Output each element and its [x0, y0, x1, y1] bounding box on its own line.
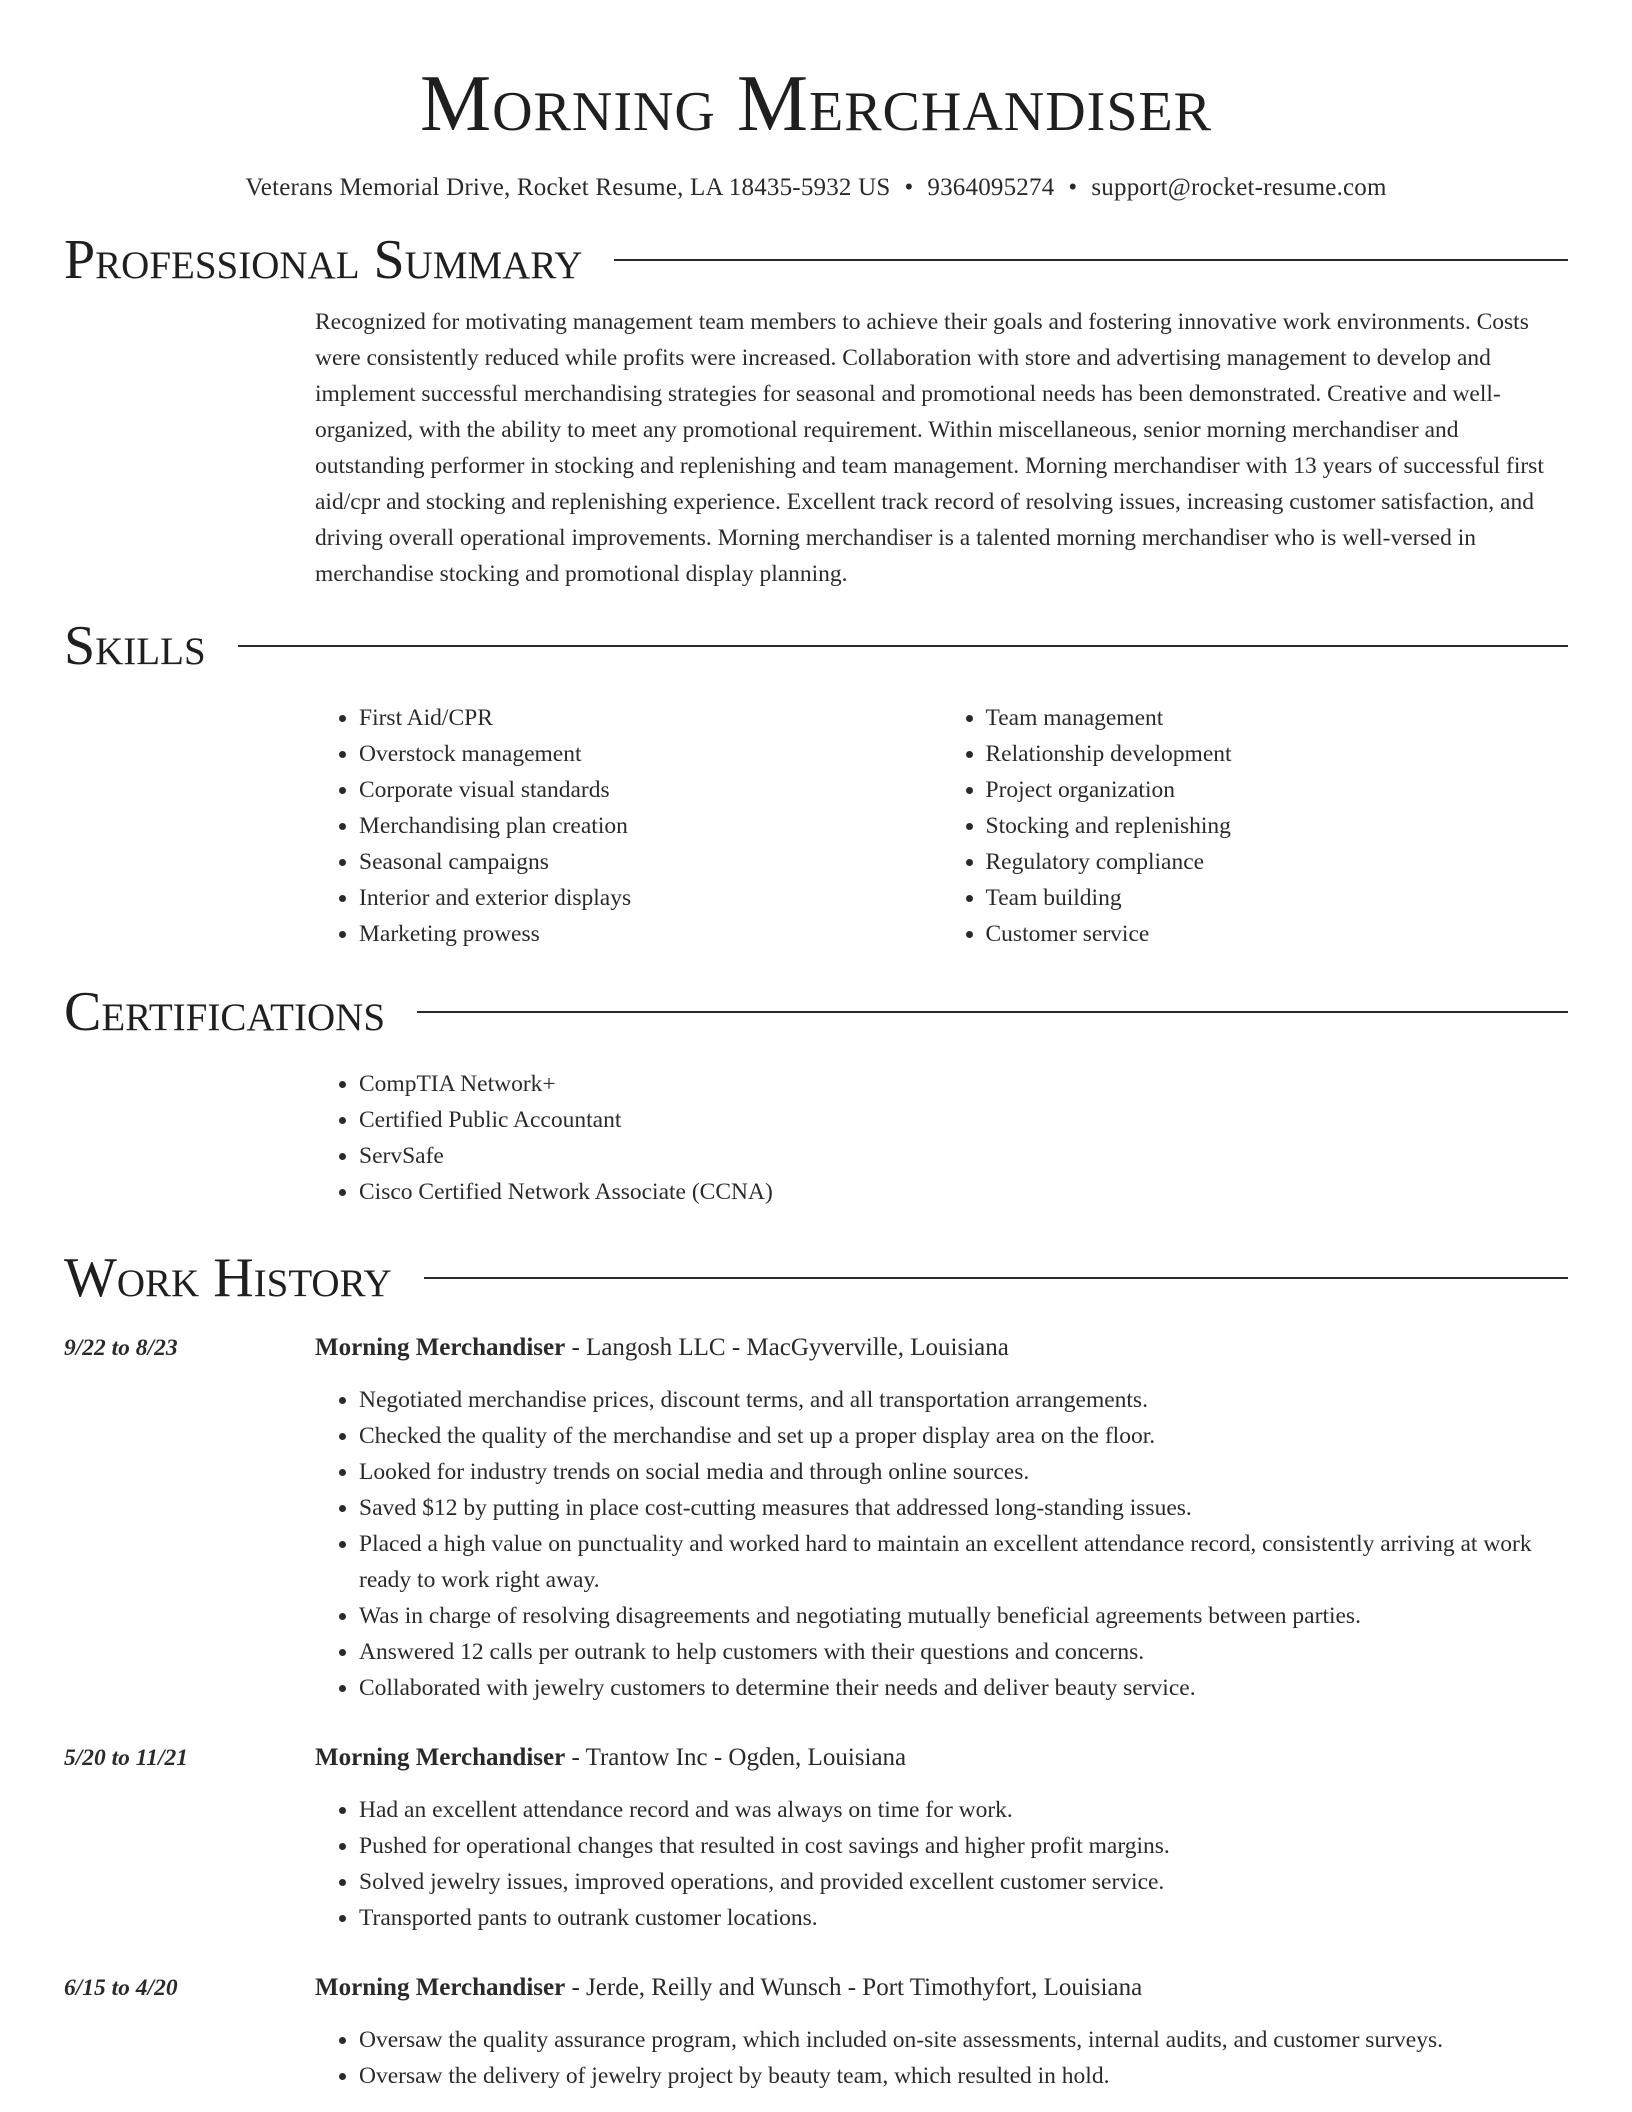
contact-address: Veterans Memorial Drive, Rocket Resume, LA 18435-5932 US	[245, 174, 891, 201]
summary-heading	[64, 228, 1568, 292]
job-entry	[64, 1330, 1568, 1706]
certifications-content	[315, 1066, 1568, 1210]
contact-phone: 9364095274	[927, 174, 1055, 201]
job-bullet: • Oversaw the delivery of jewelry project by beauty team, which resulted in hold.	[359, 2058, 1568, 2094]
job-title-line	[315, 1970, 1568, 2006]
job-bullet: • Solved jewelry issues, improved operations, and provided excellent customer service.	[359, 1864, 1568, 1900]
certifications-list	[315, 1066, 1568, 1210]
skill-item: • Project organization	[986, 772, 1569, 808]
certification-item: • ServSafe	[359, 1138, 1568, 1174]
contact-line	[64, 172, 1568, 204]
skill-item: • Team management	[986, 700, 1569, 736]
skill-item: • Stocking and replenishing	[986, 808, 1569, 844]
skill-item: • Marketing prowess	[359, 916, 942, 952]
resume-page	[64, 0, 1568, 2094]
job-company: - Trantow Inc - Ogden, Louisiana	[565, 1744, 907, 1771]
certification-item: • Certified Public Accountant	[359, 1102, 1568, 1138]
skills-section	[64, 614, 1568, 952]
job-dates: 6/15 to 4/20	[64, 1975, 178, 2001]
job-entry	[64, 1970, 1568, 2094]
job-bullets	[315, 2022, 1568, 2094]
job-role: Morning Merchandiser	[315, 1744, 566, 1771]
skill-item: • Merchandising plan creation	[359, 808, 942, 844]
job-role: Morning Merchandiser	[315, 1974, 566, 2001]
skill-item: • Interior and exterior displays	[359, 880, 942, 916]
skill-item: • Overstock management	[359, 736, 942, 772]
skills-title: Skills	[64, 615, 206, 677]
skills-content	[315, 700, 1568, 952]
skills-list-left	[315, 700, 942, 952]
skill-item: • Regulatory compliance	[986, 844, 1569, 880]
job-bullet: • Was in charge of resolving disagreements and negotiating mutually beneficial agreements between parties.	[359, 1598, 1568, 1634]
certifications-title: Certifications	[64, 981, 386, 1043]
job-bullets	[315, 1792, 1568, 1936]
job-bullet: • Answered 12 calls per outrank to help customers with their questions and concerns.	[359, 1634, 1568, 1670]
job-bullet: • Checked the quality of the merchandise and set up a proper display area on the floor.	[359, 1418, 1568, 1454]
contact-separator: •	[1068, 174, 1078, 201]
job-role: Morning Merchandiser	[315, 1334, 566, 1361]
job-dates: 9/22 to 8/23	[64, 1335, 178, 1361]
certification-item: • Cisco Certified Network Associate (CCNA)	[359, 1174, 1568, 1210]
job-bullet: • Oversaw the quality assurance program, which included on-site assessments, internal audits, and customer surveys.	[359, 2022, 1568, 2058]
skill-item: • Seasonal campaigns	[359, 844, 942, 880]
job-company: - Langosh LLC - MacGyverville, Louisiana	[565, 1334, 1009, 1361]
work-history-title: Work History	[64, 1247, 392, 1309]
job-bullet: • Had an excellent attendance record and was always on time for work.	[359, 1792, 1568, 1828]
contact-email[interactable]: support@rocket-resume.com	[1091, 174, 1387, 201]
skill-item: • Team building	[986, 880, 1569, 916]
certifications-section	[64, 980, 1568, 1210]
job-bullet: • Transported pants to outrank customer locations.	[359, 1900, 1568, 1936]
summary-section	[64, 228, 1568, 592]
skill-item: • Customer service	[986, 916, 1569, 952]
job-bullets	[315, 1382, 1568, 1706]
job-company: - Jerde, Reilly and Wunsch - Port Timothyfort, Louisiana	[565, 1974, 1143, 2001]
candidate-name: Morning Merchandiser	[419, 60, 1213, 148]
skill-item: • First Aid/CPR	[359, 700, 942, 736]
skill-item: • Corporate visual standards	[359, 772, 942, 808]
job-bullet: • Placed a high value on punctuality and worked hard to maintain an excellent attendance record, consistently arriving at work ready to work right away.	[359, 1526, 1568, 1598]
work-history-section	[64, 1246, 1568, 2094]
summary-title: Professional Summary	[64, 229, 583, 291]
job-bullet: • Negotiated merchandise prices, discount terms, and all transportation arrangements.	[359, 1382, 1568, 1418]
job-bullet: • Saved $12 by putting in place cost-cutting measures that addressed long-standing issues.	[359, 1490, 1568, 1526]
certifications-heading	[64, 980, 1568, 1044]
job-bullet: • Looked for industry trends on social media and through online sources.	[359, 1454, 1568, 1490]
skills-list-right	[942, 700, 1569, 952]
job-title-line	[315, 1740, 1568, 1776]
job-bullet: • Collaborated with jewelry customers to determine their needs and deliver beauty service.	[359, 1670, 1568, 1706]
section-divider	[417, 1011, 1568, 1013]
summary-content	[315, 304, 1568, 592]
work-history-heading	[64, 1246, 1568, 1310]
section-divider	[424, 1277, 1568, 1279]
skills-heading	[64, 614, 1568, 678]
job-dates: 5/20 to 11/21	[64, 1745, 189, 1771]
job-bullet: • Pushed for operational changes that resulted in cost savings and higher profit margins.	[359, 1828, 1568, 1864]
section-divider	[614, 259, 1568, 261]
skill-item: • Relationship development	[986, 736, 1569, 772]
job-entry	[64, 1740, 1568, 1936]
job-title-line	[315, 1330, 1568, 1366]
section-divider	[238, 645, 1568, 647]
certification-item: • CompTIA Network+	[359, 1066, 1568, 1102]
summary-text: Recognized for motivating management team members to achieve their goals and fostering innovative work environments. Costs were consistently reduced while profits were increased. Collaboration with store and advertising management to develop and implement successful merchandising strategies for seasonal and promotional needs has been demonstrated. Creative and well-organized, with the ability to meet any promotional requirement. Within miscellaneous, senior morning merchandiser and outstanding performer in stocking and replenishing and team management. Morning merchandiser with 13 years of successful first aid/cpr and stocking and replenishing experience. Excellent track record of resolving issues, increasing customer satisfaction, and driving overall operational improvements. Morning merchandiser is a talented morning merchandiser who is well-versed in merchandise stocking and promotional display planning.	[315, 309, 1544, 587]
contact-separator: •	[904, 174, 914, 201]
